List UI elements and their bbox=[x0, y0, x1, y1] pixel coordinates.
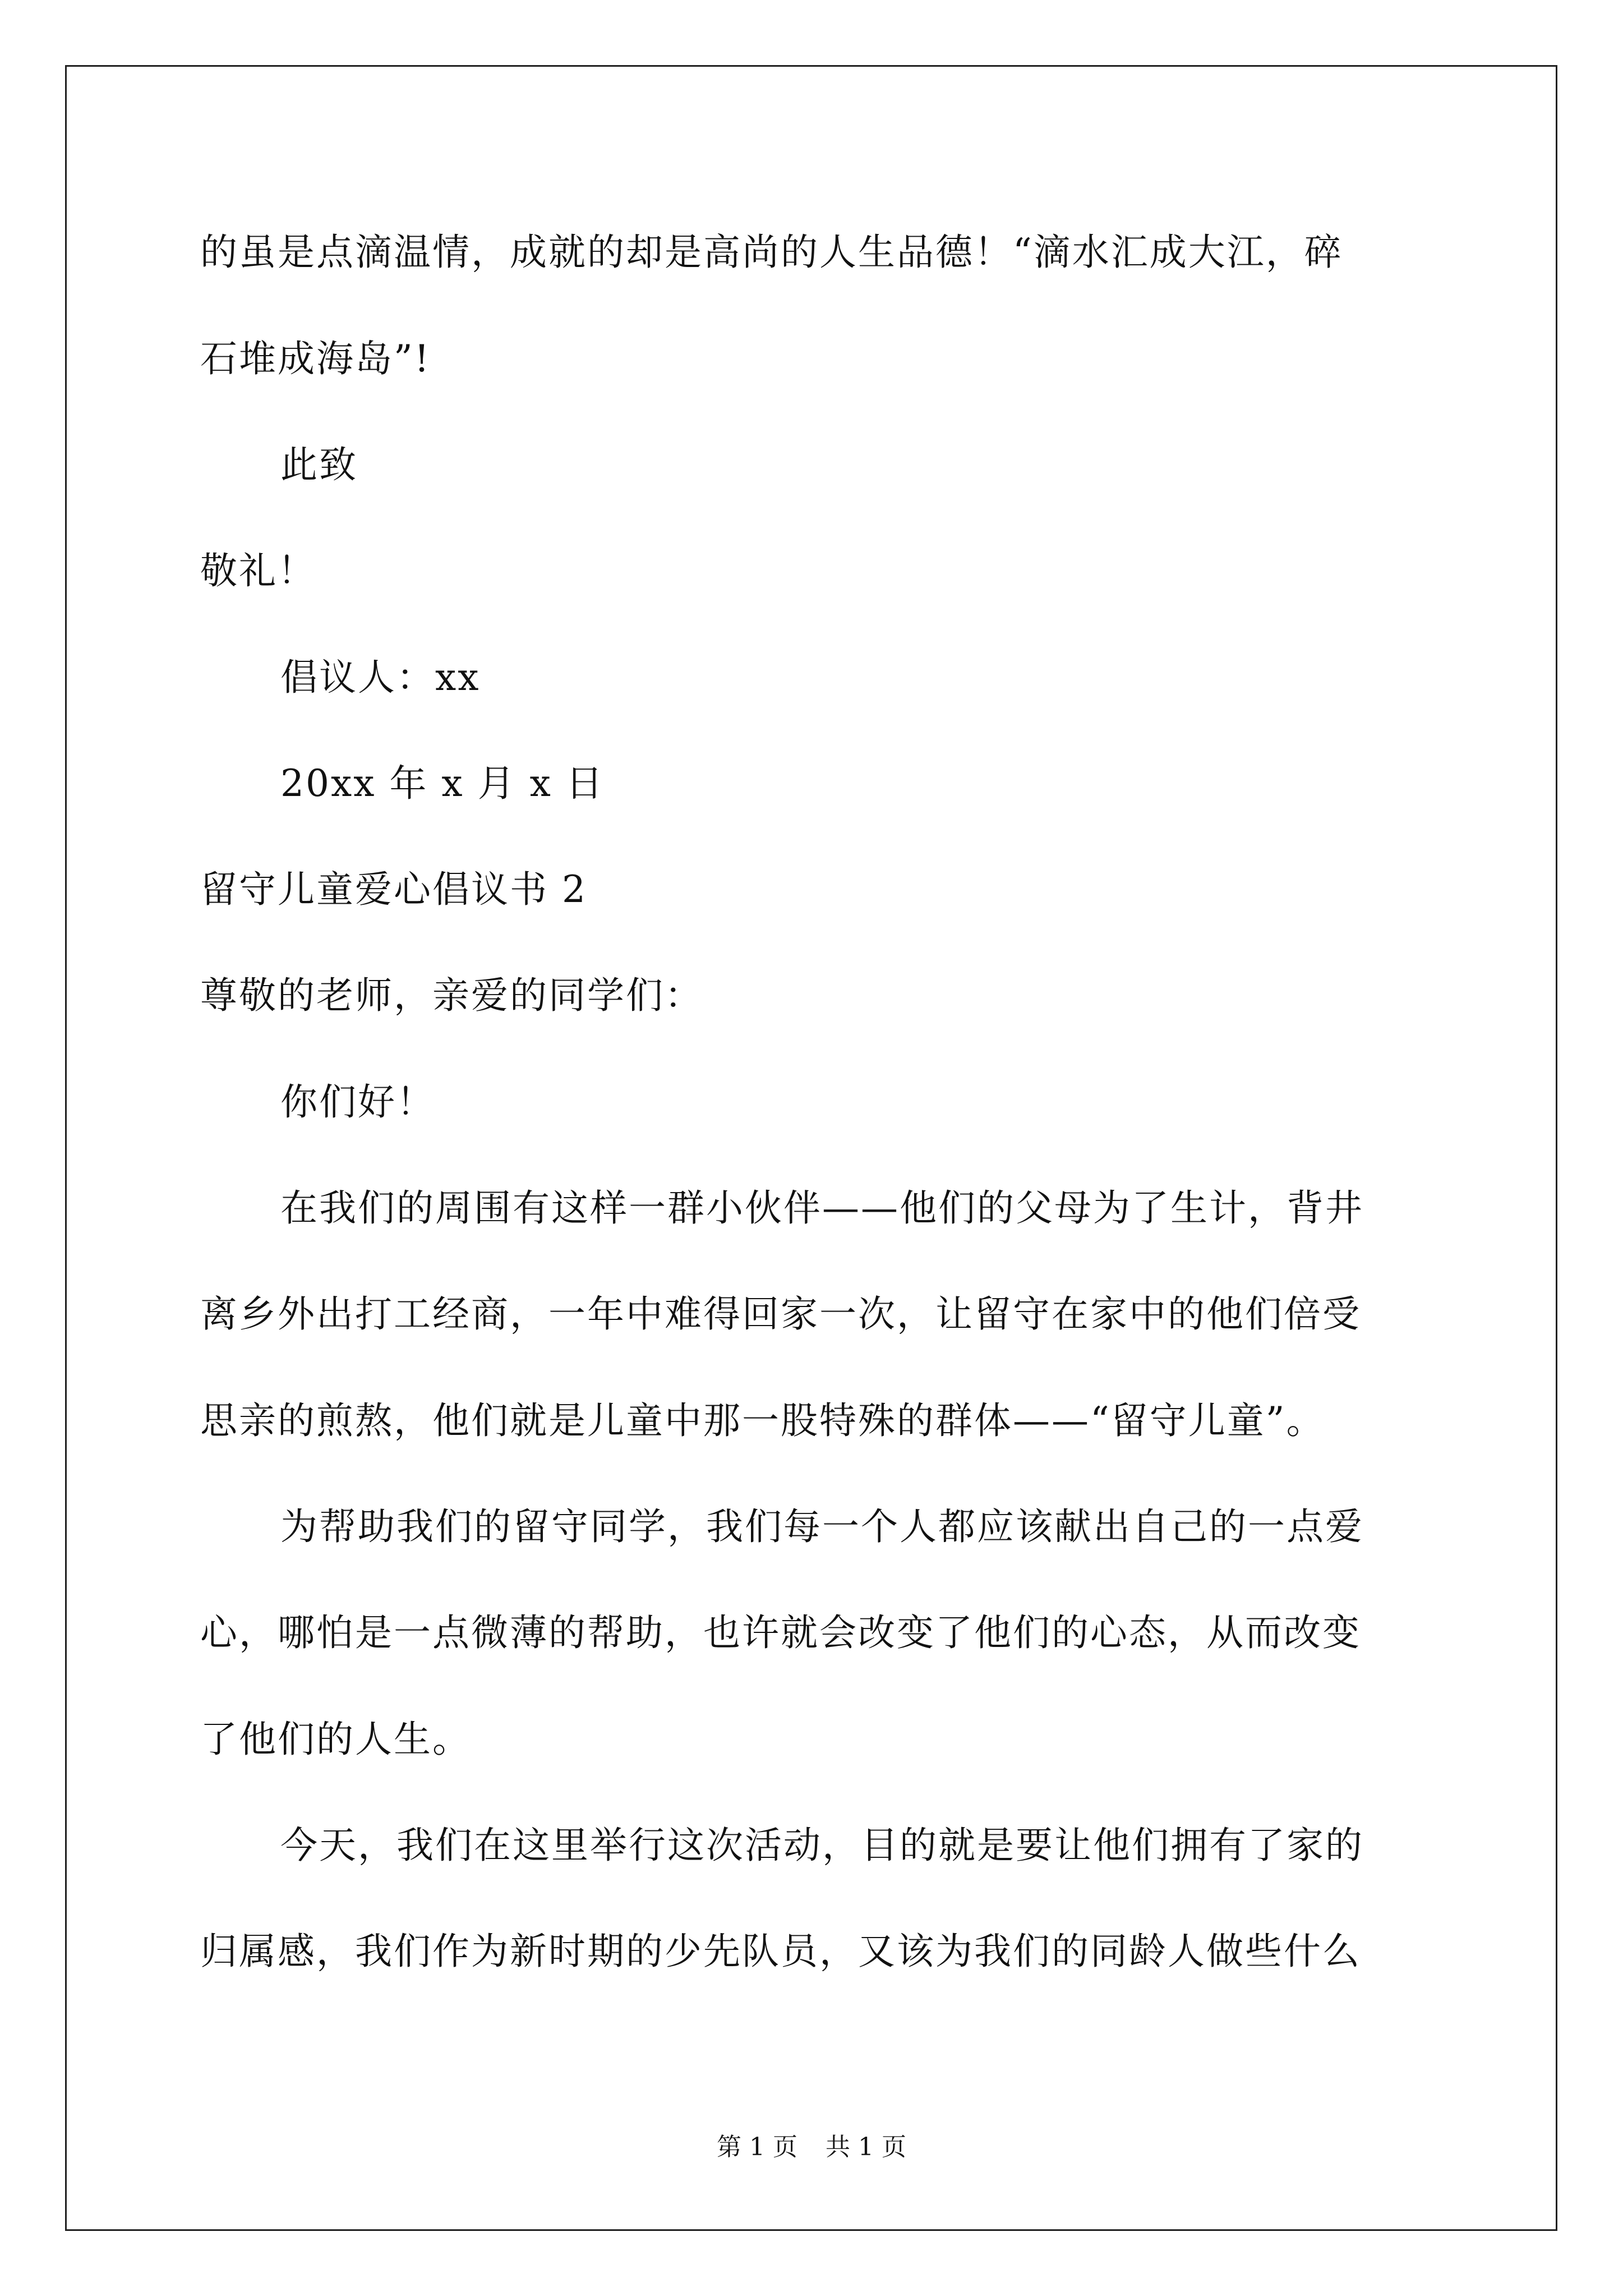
salutation: 尊敬的老师，亲爱的同学们： bbox=[200, 974, 703, 1017]
paragraph-2-line-3: 了他们的人生。 bbox=[200, 1718, 471, 1761]
paragraph-1-line-1: 在我们的周围有这样一群小伙伴——他们的父母为了生计，背井 bbox=[280, 1186, 1364, 1230]
body-line-1: 的虽是点滴温情，成就的却是高尚的人生品德！“滴水汇成大江，碎 bbox=[200, 231, 1343, 274]
closing-cizhi: 此致 bbox=[280, 443, 358, 486]
section-title: 留守儿童爱心倡议书 2 bbox=[200, 868, 587, 911]
paragraph-3-line-1: 今天，我们在这里举行这次活动，目的就是要让他们拥有了家的 bbox=[280, 1824, 1364, 1867]
paragraph-2-line-2: 心，哪怕是一点微薄的帮助，也许就会改变了他们的心态，从而改变 bbox=[200, 1611, 1361, 1654]
closing-jingli: 敬礼！ bbox=[200, 549, 316, 592]
paragraph-1-line-2: 离乡外出打工经商，一年中难得回家一次，让留守在家中的他们倍受 bbox=[200, 1292, 1361, 1336]
signature-date: 20xx 年 x 月 x 日 bbox=[280, 762, 605, 805]
page-total: 共 1 页 bbox=[826, 2133, 906, 2161]
greeting: 你们好！ bbox=[280, 1080, 435, 1124]
signature-proposer: 倡议人：xx bbox=[280, 656, 481, 699]
page-border bbox=[65, 65, 1557, 2231]
paragraph-2-line-1: 为帮助我们的留守同学，我们每一个人都应该献出自己的一点爱 bbox=[280, 1505, 1364, 1548]
paragraph-3-line-2: 归属感，我们作为新时期的少先队员，又该为我们的同龄人做些什么 bbox=[200, 1930, 1361, 1973]
page-footer bbox=[0, 2135, 1623, 2160]
body-line-2: 石堆成海岛”! bbox=[200, 337, 431, 380]
paragraph-1-line-3: 思亲的煎熬，他们就是儿童中那一股特殊的群体——“留守儿童”。 bbox=[200, 1399, 1325, 1442]
page-number: 第 1 页 bbox=[717, 2133, 797, 2161]
